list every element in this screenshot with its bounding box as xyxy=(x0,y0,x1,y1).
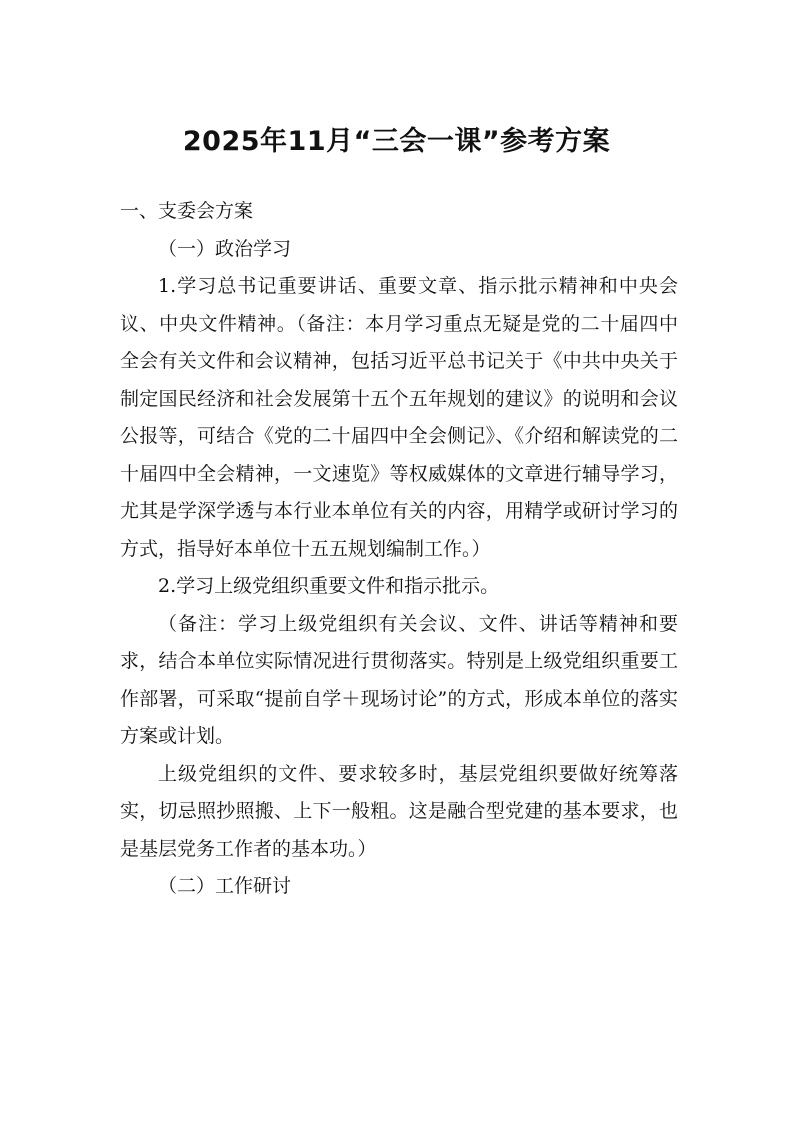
section-heading-branch-committee: 一、支委会方案 xyxy=(120,200,254,222)
paragraph-study-item-1: 1.学习总书记重要讲话、重要文章、指示批示精神和中央会议、中央文件精神。（备注：本月学习重点无疑是党的二十届四中全会有关文件和会议精神，包括习近平总书记关于《中共中央关于制定国民经济和社会发展第十五个五年规划的建议》的说明和会议公报等，可结合《党的二十届四中全会侧记》、《介绍和解读党的二十届四中全会精神，一文速览》等权威媒体的文章进行辅导学习，尤其是学深学透与本行业本单位有关的内容，用精学或研讨学习的方式，指导好本单位十五五规划编制工作。） xyxy=(120,275,678,560)
paragraph-note-2: 上级党组织的文件、要求较多时，基层党组织要做好统筹落实，切忌照抄照搬、上下一般粗。这是融合型党建的基本要求，也是基层党务工作者的基本功。） xyxy=(120,762,678,860)
subsection-heading-political-study: （一）政治学习 xyxy=(158,237,292,260)
subsection-heading-work-discussion: （二）工作研讨 xyxy=(158,875,292,897)
document-title: 2025年11月“三会一课”参考方案 xyxy=(182,126,611,157)
paragraph-note-1: （备注：学习上级党组织有关会议、文件、讲话等精神和要求，结合本单位实际情况进行贯彻落实。特别是上级党组织重要工作部署，可采取“提前自学＋现场讨论”的方式，形成本单位的落实方案或计划。 xyxy=(120,612,678,747)
paragraph-study-item-2: 2.学习上级党组织重要文件和指示批示。 xyxy=(158,575,500,597)
document-body xyxy=(120,193,678,906)
